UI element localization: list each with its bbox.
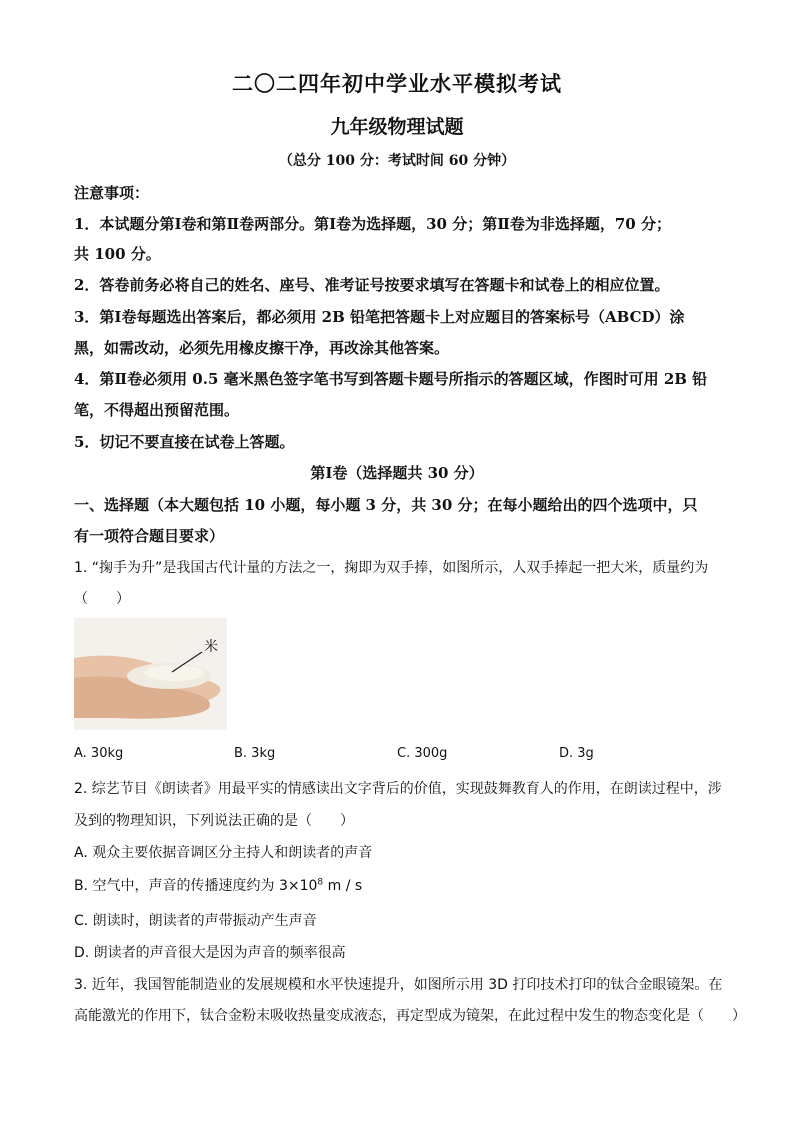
q1-option-b: B. 3kg	[234, 746, 276, 761]
section-intro-line1: 一、选择题（本大题包括 10 小题，每小题 3 分，共 30 分；在每小题给出的四个选项中，只	[74, 496, 698, 514]
q2-option-a: A. 观众主要依据音调区分主持人和朗读者的声音	[74, 845, 373, 861]
q2-option-b-unit: m / s	[327, 878, 363, 894]
q2-option-b-text: B. 空气中，声音的传播速度约为 3×10	[74, 878, 318, 894]
q2-stem-line2: 及到的物理知识，下列说法正确的是（ ）	[74, 813, 354, 829]
q1-stem-line2: （ ）	[74, 591, 130, 607]
q1-option-d: D. 3g	[559, 746, 594, 761]
note-1-line2: 共 100 分。	[74, 245, 161, 263]
exam-title: 二〇二四年初中学业水平模拟考试	[232, 71, 562, 96]
q1-option-c: C. 300g	[397, 746, 448, 761]
q2-option-b-exponent: 8	[317, 877, 324, 888]
note-3-line1: 3．第Ⅰ卷每题选出答案后，都必须用 2B 铅笔把答题卡上对应题目的答案标号（ABCD）涂	[74, 308, 685, 326]
q1-hands-rice-image	[74, 618, 227, 730]
q2-option-b	[74, 875, 720, 895]
q3-stem-line1: 3. 近年，我国智能制造业的发展规模和水平快速提升，如图所示用 3D 打印技术打印的钛合金眼镜架。在	[74, 977, 723, 993]
note-2: 2．答卷前务必将自己的姓名、座号、准考证号按要求填写在答题卡和试卷上的相应位置。	[74, 276, 670, 294]
section-intro-line2: 有一项符合题目要求）	[74, 527, 225, 545]
note-3-line2: 黑，如需改动，必须先用橡皮擦干净，再改涂其他答案。	[74, 339, 450, 357]
q2-option-d: D. 朗读者的声音很大是因为声音的频率很高	[74, 945, 346, 961]
notes-heading: 注意事项：	[74, 184, 150, 202]
note-4-line1: 4．第Ⅱ卷必须用 0.5 毫米黑色签字笔书写到答题卡题号所指示的答题区域，作图时可用 2B 铅	[74, 370, 708, 388]
hands-rice-illustration	[74, 618, 227, 730]
q1-stem-line1: 1. “掬手为升”是我国古代计量的方法之一，掬即为双手捧，如图所示，人双手捧起一把大米，质量约为	[74, 560, 709, 576]
q1-option-a: A. 30kg	[74, 746, 124, 761]
score-info: （总分 100 分：考试时间 60 分钟）	[278, 153, 516, 169]
q2-stem-line1: 2. 综艺节目《朗读者》用最平实的情感读出文字背后的价值，实现鼓舞教育人的作用，在朗读过程中，涉	[74, 781, 722, 797]
q2-option-c: C. 朗读时，朗读者的声带振动产生声音	[74, 913, 317, 929]
q3-stem-line2: 高能激光的作用下，钛合金粉末吸收热量变成液态，再定型成为镜架，在此过程中发生的物态变化是（ ）	[74, 1008, 746, 1024]
note-4-line2: 笔，不得超出预留范围。	[74, 401, 240, 419]
rice-label: 米	[204, 639, 218, 655]
note-1-line1: 1．本试题分第Ⅰ卷和第Ⅱ卷两部分。第Ⅰ卷为选择题，30 分；第Ⅱ卷为非选择题，70 分；	[74, 215, 671, 233]
section-title: 第Ⅰ卷（选择题共 30 分）	[310, 464, 484, 482]
exam-subject: 九年级物理试题	[330, 116, 464, 138]
note-5: 5．切记不要直接在试卷上答题。	[74, 433, 295, 451]
